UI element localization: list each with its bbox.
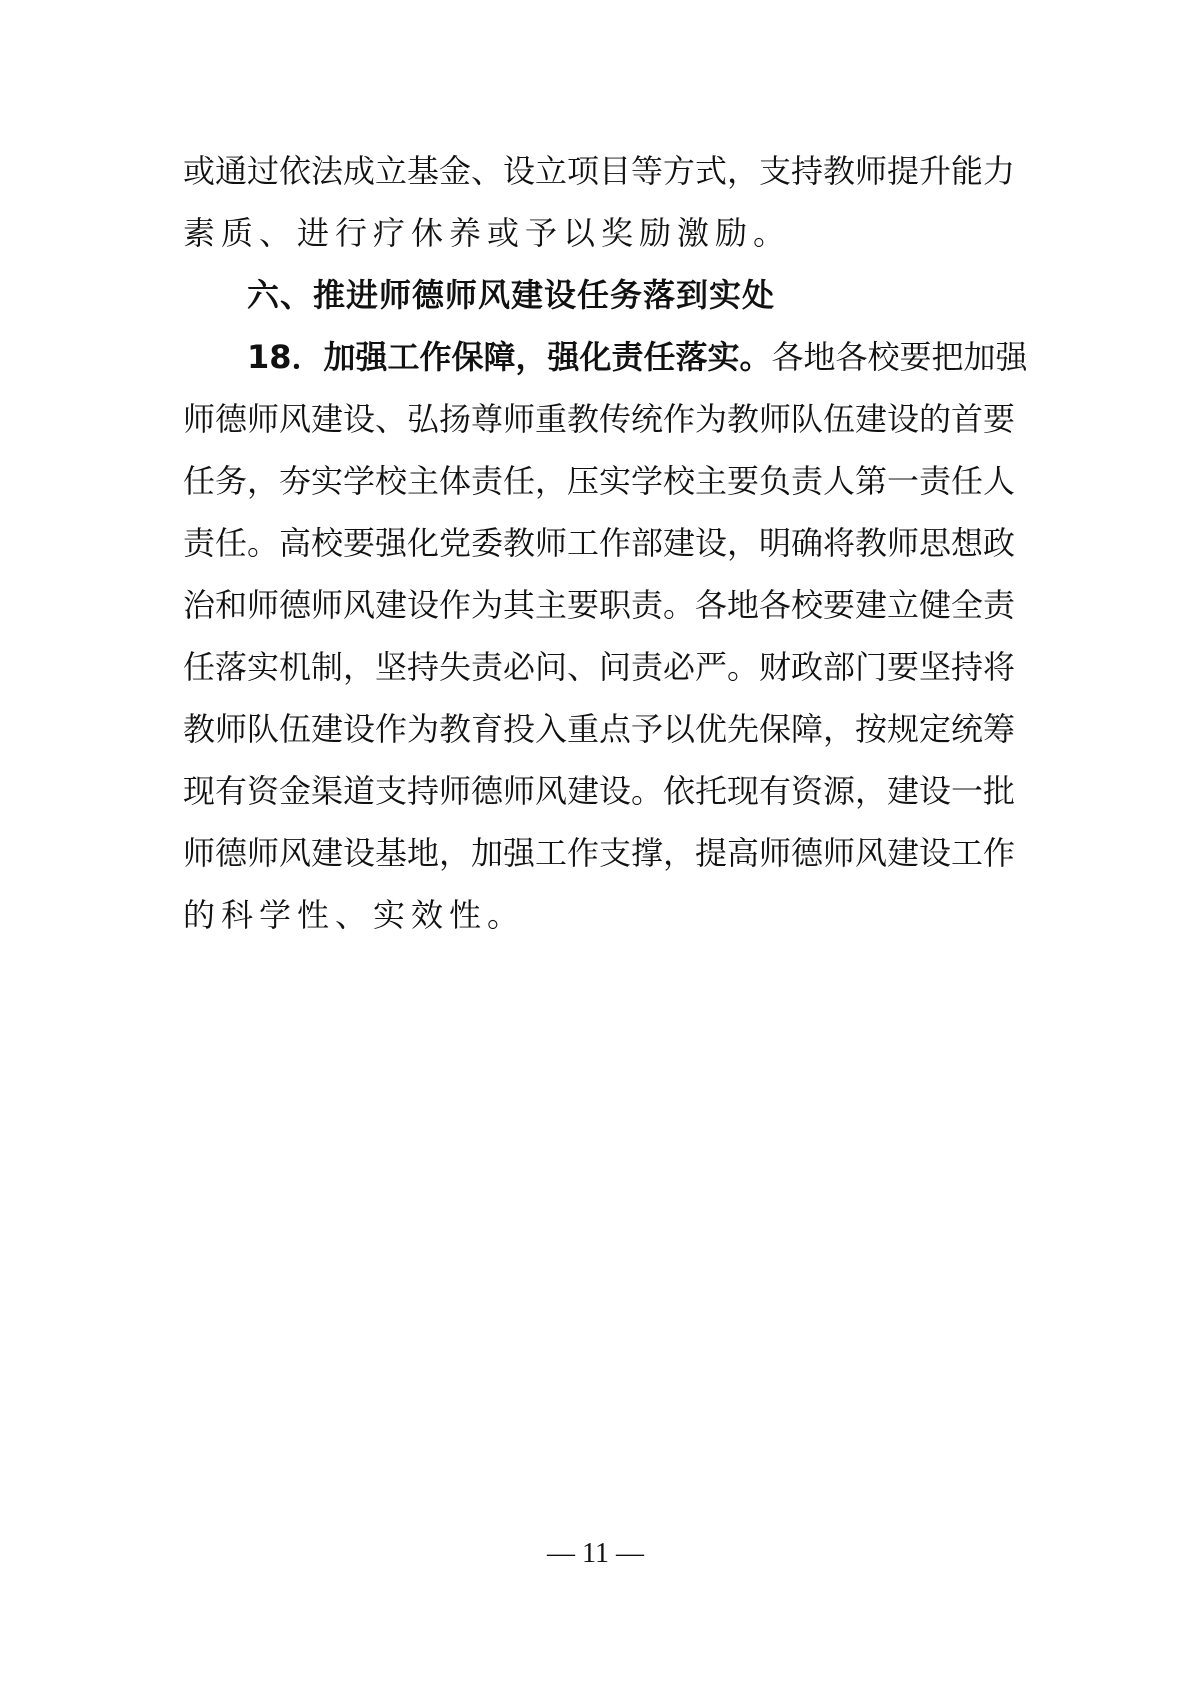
body-text-line: 任落实机制，坚持失责必问、问责必严。财政部门要坚持将 [183,648,1016,686]
body-text-line: 或通过依法成立基金、设立项目等方式，支持教师提升能力 [183,152,1016,190]
section-heading: 六、推进师德师风建设任务落到实处 [247,276,776,314]
body-text-line: 任务，夯实学校主体责任，压实学校主要负责人第一责任人 [183,462,1016,500]
body-text-line: 教师队伍建设作为教育投入重点予以优先保障，按规定统筹 [183,710,1016,748]
item-18-first-line [247,326,1028,388]
body-text-line: 的科学性、实效性。 [183,896,526,934]
body-text-line: 现有资金渠道支持师德师风建设。依托现有资源，建设一批 [183,772,1016,810]
body-text-line: 治和师德师风建设作为其主要职责。各地各校要建立健全责 [183,586,1016,624]
body-text-line: 师德师风建设基地，加强工作支撑，提高师德师风建设工作 [183,834,1016,872]
item-18-first-line-text: 各地各校要把加强 [771,338,1028,376]
body-text-line: 素质、进行疗休养或予以奖励激励。 [183,214,792,252]
body-text-line: 师德师风建设、弘扬尊师重教传统作为教师队伍建设的首要 [183,400,1016,438]
body-text-line: 责任。高校要强化党委教师工作部建设，明确将教师思想政 [183,524,1016,562]
page-number: — 11 — [547,1538,644,1569]
item-18-title: 18．加强工作保障，强化责任落实。 [247,338,772,376]
